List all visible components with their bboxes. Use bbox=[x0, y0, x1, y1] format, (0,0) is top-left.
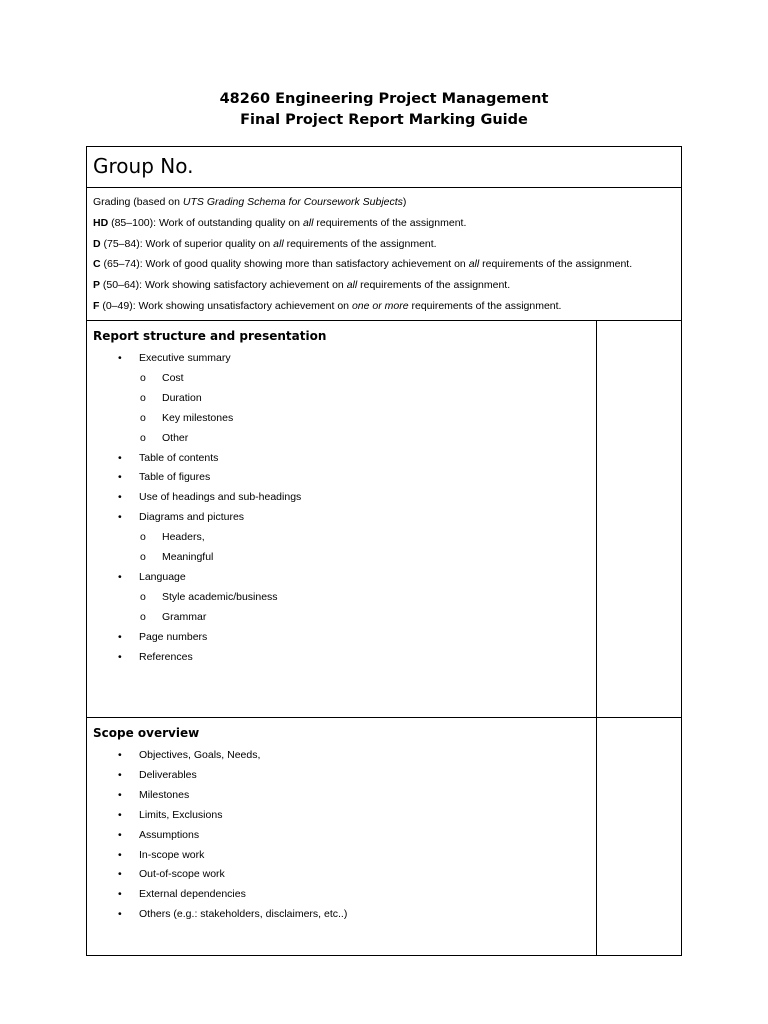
grade-rest: requirements of the assignment. bbox=[479, 258, 633, 270]
grade-rest: requirements of the assignment. bbox=[313, 217, 467, 229]
bullet-icon: • bbox=[118, 570, 122, 583]
sub-bullet-icon: o bbox=[140, 411, 146, 424]
grade-code: D bbox=[93, 238, 101, 250]
grading-intro-suffix: ) bbox=[402, 196, 407, 208]
grade-code: C bbox=[93, 258, 101, 270]
list-item-text: Grammar bbox=[162, 610, 207, 623]
list-item-text: Use of headings and sub-headings bbox=[139, 491, 302, 504]
bullet-icon: • bbox=[118, 451, 122, 464]
grade-f bbox=[93, 299, 561, 313]
list-item-text: Other bbox=[162, 431, 189, 444]
sub-bullet-icon: o bbox=[140, 391, 146, 404]
list-item-text: Out-of-scope work bbox=[139, 868, 225, 881]
bullet-icon: • bbox=[118, 630, 122, 643]
sub-bullet-icon: o bbox=[140, 431, 146, 444]
bullet-icon: • bbox=[118, 768, 122, 781]
list-item-text: Key milestones bbox=[162, 411, 234, 424]
list-item-text: Assumptions bbox=[139, 828, 200, 841]
grading-intro bbox=[93, 195, 406, 209]
grade-code: P bbox=[93, 279, 101, 291]
grade-rest: requirements of the assignment. bbox=[408, 300, 562, 312]
list-item-text: Limits, Exclusions bbox=[139, 808, 223, 821]
grade-emphasis: all bbox=[468, 258, 480, 270]
grade-rest: requirements of the assignment. bbox=[283, 238, 437, 250]
grading-intro-prefix: Grading (based on bbox=[93, 196, 183, 208]
section-title-scope-overview: Scope overview bbox=[93, 726, 200, 740]
bullet-icon: • bbox=[118, 828, 122, 841]
list-item-text: Language bbox=[139, 570, 186, 583]
list-item-text: In-scope work bbox=[139, 848, 205, 861]
list-item-text: Deliverables bbox=[139, 768, 197, 781]
grade-emphasis: all bbox=[273, 238, 284, 250]
sub-bullet-icon: o bbox=[140, 551, 146, 563]
bullet-icon: • bbox=[118, 511, 122, 524]
list-item-text: Meaningful bbox=[162, 551, 214, 563]
bullet-icon: • bbox=[118, 491, 122, 504]
list-item-text: Duration bbox=[162, 391, 202, 404]
grade-p bbox=[93, 278, 510, 292]
list-item-text: Headers, bbox=[162, 531, 205, 544]
bullet-icon: • bbox=[118, 908, 122, 921]
grade-range: (85–100): Work of outstanding quality on bbox=[108, 217, 303, 229]
list-item-text: Style academic/business bbox=[162, 590, 278, 603]
grading-schema-name: UTS Grading Schema for Coursework Subjects bbox=[182, 196, 403, 208]
list-item-text: Executive summary bbox=[139, 352, 231, 364]
bullet-icon: • bbox=[118, 808, 122, 821]
grade-range: (75–84): Work of superior quality on bbox=[100, 238, 274, 250]
list-item-text: Diagrams and pictures bbox=[139, 511, 245, 524]
sub-bullet-icon: o bbox=[140, 531, 146, 544]
grade-rest: requirements of the assignment. bbox=[357, 279, 511, 291]
sub-bullet-icon: o bbox=[140, 610, 146, 623]
bullet-icon: • bbox=[118, 352, 122, 364]
sub-bullet-icon: o bbox=[140, 371, 146, 384]
bullet-icon: • bbox=[118, 788, 122, 801]
bullet-icon: • bbox=[118, 848, 122, 861]
score-column-divider bbox=[596, 320, 597, 718]
score-column-divider bbox=[596, 717, 597, 956]
group-number-label: Group No. bbox=[93, 154, 194, 178]
grade-emphasis: one or more bbox=[351, 300, 409, 312]
list-item-text: Others (e.g.: stakeholders, disclaimers, etc..) bbox=[139, 908, 348, 921]
bullet-icon: • bbox=[118, 471, 122, 484]
list-item-text: Cost bbox=[162, 371, 184, 384]
document-title: 48260 Engineering Project Management bbox=[219, 91, 549, 107]
section-title-report-structure: Report structure and presentation bbox=[93, 329, 327, 343]
bullet-icon: • bbox=[118, 650, 122, 663]
grade-range: (50–64): Work showing satisfactory achievement on bbox=[100, 279, 347, 291]
grade-d bbox=[93, 237, 437, 251]
sub-bullet-icon: o bbox=[140, 590, 146, 603]
list-item-text: Table of contents bbox=[139, 451, 219, 464]
grade-emphasis: all bbox=[302, 217, 314, 229]
bullet-icon: • bbox=[118, 868, 122, 881]
list-item-text: References bbox=[139, 650, 193, 663]
bullet-icon: • bbox=[118, 749, 122, 761]
document-subtitle: Final Project Report Marking Guide bbox=[240, 112, 528, 128]
list-item-text: Milestones bbox=[139, 788, 190, 801]
grade-range: (65–74): Work of good quality showing more than satisfactory achievement on bbox=[100, 258, 469, 270]
grade-code: HD bbox=[93, 217, 109, 229]
grade-hd bbox=[93, 216, 466, 230]
grade-range: (0–49): Work showing unsatisfactory achievement on bbox=[99, 300, 352, 312]
list-item-text: External dependencies bbox=[139, 888, 246, 901]
grade-code: F bbox=[93, 300, 100, 312]
grade-emphasis: all bbox=[346, 279, 358, 291]
grade-c bbox=[93, 257, 632, 271]
list-item-text: Objectives, Goals, Needs, bbox=[139, 749, 261, 761]
bullet-icon: • bbox=[118, 888, 122, 901]
list-item-text: Table of figures bbox=[139, 471, 211, 484]
list-item-text: Page numbers bbox=[139, 630, 208, 643]
